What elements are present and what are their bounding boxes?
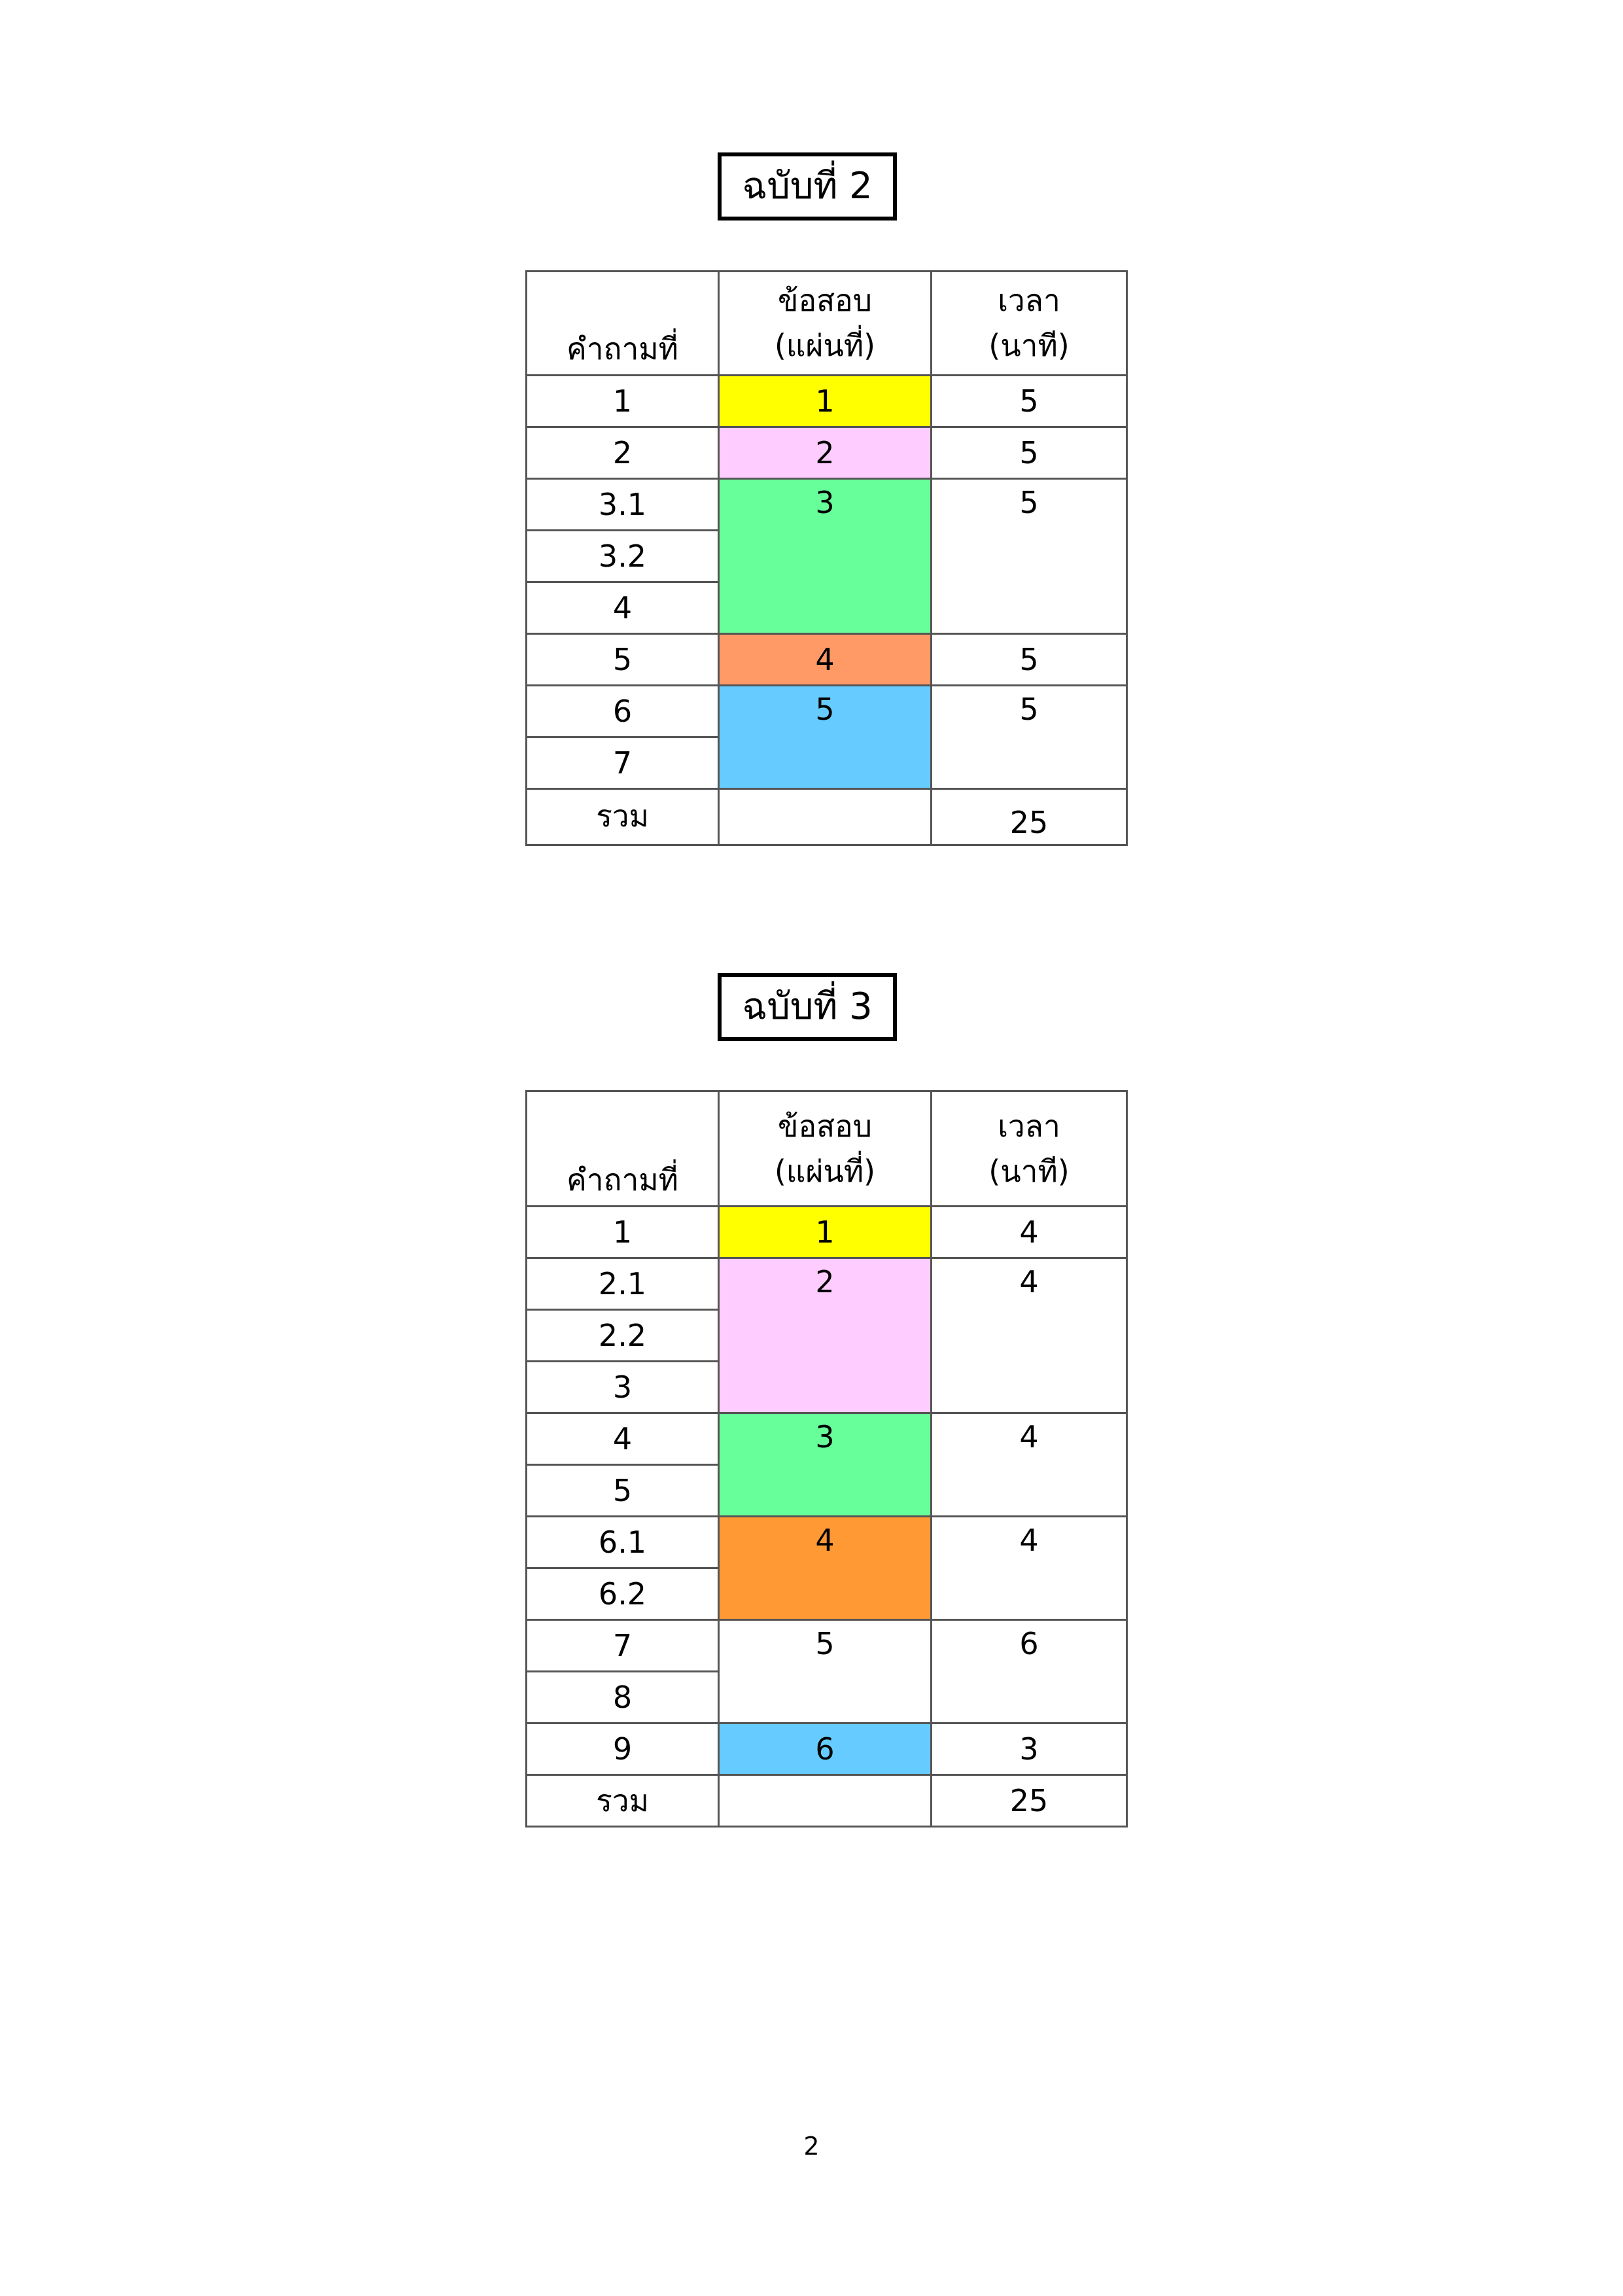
sheet-cell: 4	[719, 1517, 932, 1620]
header-sheet-line2: (แผ่นที่)	[774, 1153, 876, 1189]
question-cell: 7	[527, 1620, 719, 1672]
question-cell: 4	[527, 1413, 719, 1465]
header-time-line2: (นาที)	[988, 1153, 1070, 1189]
time-cell: 5	[932, 479, 1127, 634]
question-cell: 2.1	[527, 1258, 719, 1310]
header-time-line1: เวลา	[998, 1108, 1060, 1144]
table-row	[527, 1207, 1127, 1258]
sheet-cell: 1	[719, 376, 932, 427]
time-cell: 5	[932, 427, 1127, 479]
total-time: 25	[932, 1775, 1127, 1827]
question-cell: 3	[527, 1362, 719, 1413]
table-header-row	[527, 1091, 1127, 1207]
time-cell: 4	[932, 1413, 1127, 1517]
question-cell: 5	[527, 634, 719, 686]
question-cell: 6.2	[527, 1568, 719, 1620]
header-sheet	[719, 1091, 932, 1207]
total-row	[527, 789, 1127, 845]
table-row	[527, 634, 1127, 686]
total-row	[527, 1775, 1127, 1827]
exam-set-2-table	[525, 270, 1128, 846]
sheet-cell: 2	[719, 1258, 932, 1413]
table-row	[527, 1413, 1127, 1465]
exam-set-2-title: ฉบับที่ 2	[718, 152, 897, 221]
sheet-cell: 5	[719, 686, 932, 789]
question-cell: 3.2	[527, 531, 719, 582]
time-cell: 6	[932, 1620, 1127, 1723]
sheet-cell: 1	[719, 1207, 932, 1258]
time-cell: 5	[932, 634, 1127, 686]
table-row	[527, 376, 1127, 427]
sheet-cell: 5	[719, 1620, 932, 1723]
header-time	[932, 272, 1127, 376]
header-sheet-line1: ข้อสอบ	[778, 1108, 872, 1144]
question-cell: 7	[527, 737, 719, 789]
header-sheet	[719, 272, 932, 376]
question-cell: 3.1	[527, 479, 719, 531]
question-cell: 9	[527, 1723, 719, 1775]
question-cell: 4	[527, 582, 719, 634]
exam-set-3-table	[525, 1090, 1128, 1828]
question-cell: 5	[527, 1465, 719, 1517]
time-cell: 3	[932, 1723, 1127, 1775]
total-sheet-cell	[719, 789, 932, 845]
sheet-cell: 2	[719, 427, 932, 479]
sheet-cell: 4	[719, 634, 932, 686]
question-cell: 2	[527, 427, 719, 479]
header-time	[932, 1091, 1127, 1207]
question-cell: 1	[527, 376, 719, 427]
time-cell: 5	[932, 376, 1127, 427]
sheet-cell: 3	[719, 1413, 932, 1517]
total-sheet-cell	[719, 1775, 932, 1827]
question-cell: 2.2	[527, 1310, 719, 1362]
total-label: รวม	[527, 789, 719, 845]
exam-set-3-title: ฉบับที่ 3	[718, 973, 897, 1041]
total-label: รวม	[527, 1775, 719, 1827]
header-question: คำถามที่	[527, 1091, 719, 1207]
table-row	[527, 1723, 1127, 1775]
table-row	[527, 1620, 1127, 1672]
time-cell: 4	[932, 1258, 1127, 1413]
table-row	[527, 479, 1127, 531]
sheet-cell: 3	[719, 479, 932, 634]
table-row	[527, 427, 1127, 479]
header-sheet-line1: ข้อสอบ	[778, 283, 872, 318]
question-cell: 6	[527, 686, 719, 737]
question-cell: 8	[527, 1672, 719, 1723]
sheet-cell: 6	[719, 1723, 932, 1775]
page-number: 2	[803, 2132, 820, 2161]
header-sheet-line2: (แผ่นที่)	[774, 328, 876, 363]
header-question: คำถามที่	[527, 272, 719, 376]
table-row	[527, 1258, 1127, 1310]
table-row	[527, 1517, 1127, 1568]
total-time: 25	[932, 789, 1127, 845]
table-header-row	[527, 272, 1127, 376]
header-time-line1: เวลา	[998, 283, 1060, 318]
table-row	[527, 686, 1127, 737]
question-cell: 6.1	[527, 1517, 719, 1568]
time-cell: 4	[932, 1207, 1127, 1258]
time-cell: 4	[932, 1517, 1127, 1620]
time-cell: 5	[932, 686, 1127, 789]
question-cell: 1	[527, 1207, 719, 1258]
header-time-line2: (นาที)	[988, 328, 1070, 363]
